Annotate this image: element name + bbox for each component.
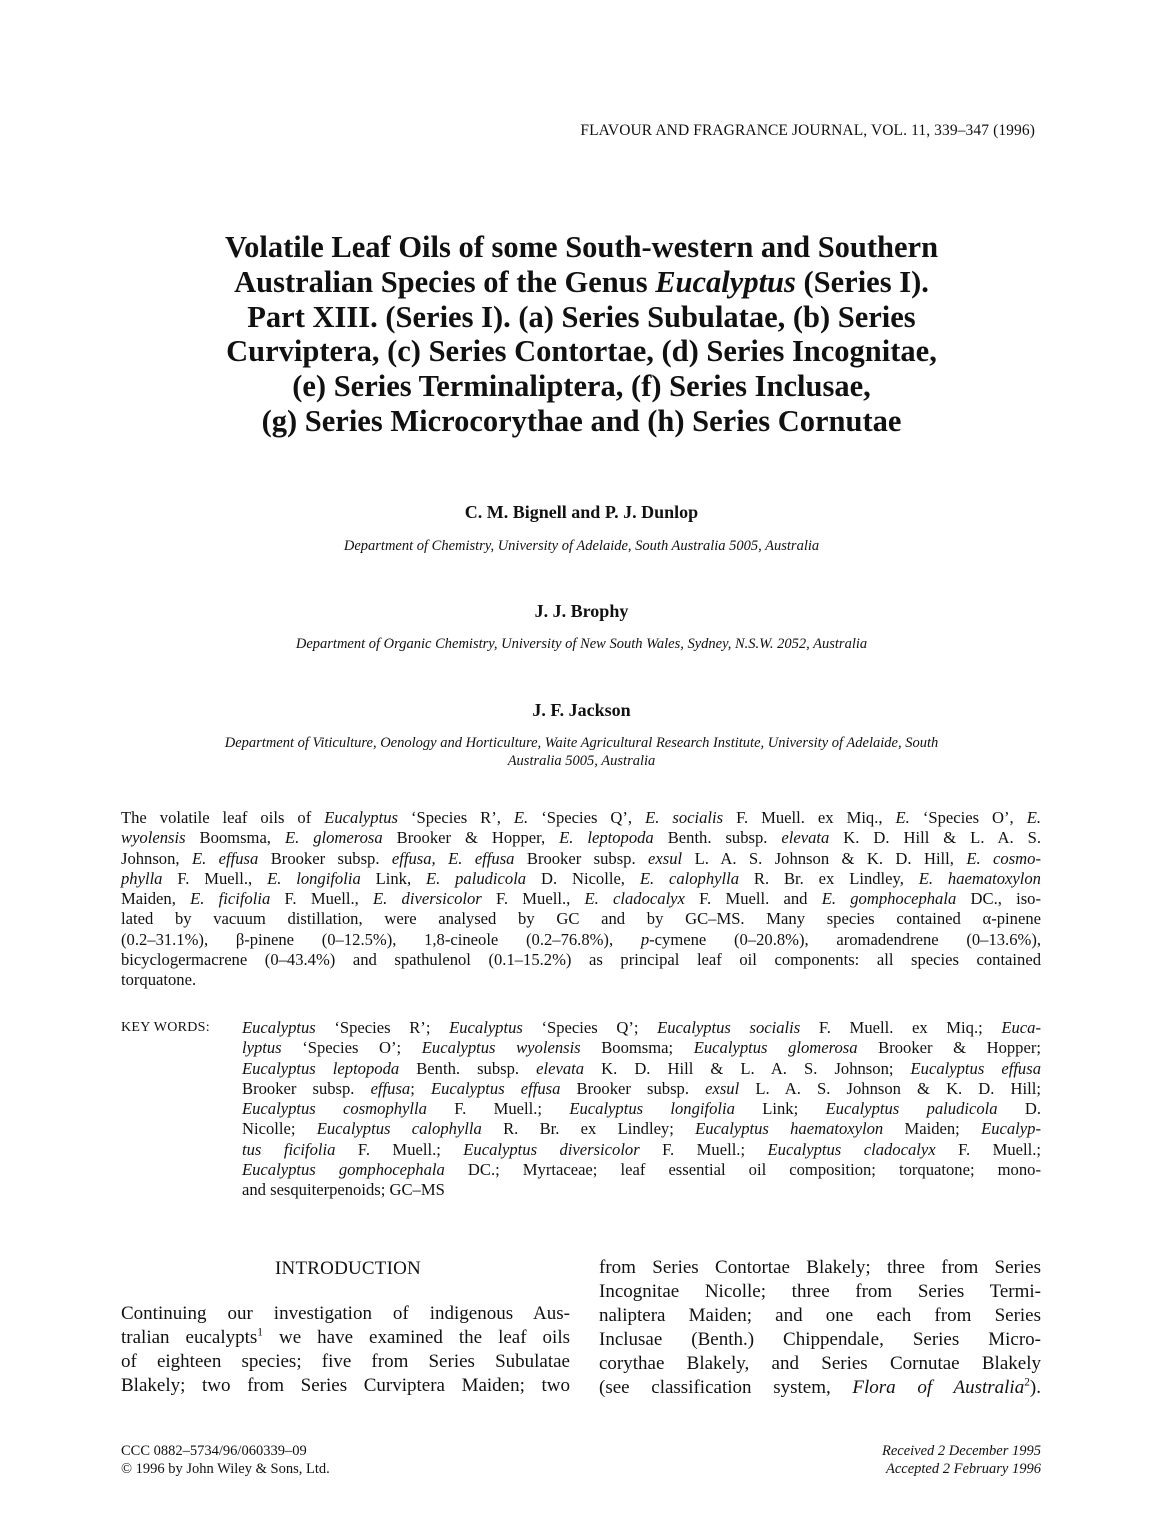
keywords-label: KEY WORDS: — [121, 1020, 210, 1035]
keywords-list: Eucalyptus ‘Species R’; Eucalyptus ‘Species Q’; Eucalyptus socialis F. Muell. ex Miq.; Euca- lyptus ‘Species O’; Eucalyptus wyolensis Boomsma; Eucalyptus glomerosa Brooker & Hopper; Eucalyptus leptopoda Benth. subsp. elevata K. D. Hill & L. A. S. Johnson; Eucalyptus effusa Brooker subsp. effusa; Eucalyptus effusa Brooker subsp. exsul L. A. S. Johnson & K. D. Hill; Eucalyptus cosmophylla F. Muell.; Eucalyptus longifolia Link; Eucalyptus paludicola D. Nicolle; Eucalyptus calophylla R. Br. ex Lindley; Eucalyptus haematoxylon Maiden; Eucalyp- tus ficifolia F. Muell.; Eucalyptus diversicolor F. Muell.; Eucalyptus cladocalyx F. Muell.; Eucalyptus gomphocephala DC.; Myrtaceae; leaf essential oil composition; torquatone; mono- and sesquiterpenoids; GC–MS — [242, 1018, 1042, 1200]
footer-dates: Received 2 December 1995 Accepted 2 February 1996 — [881, 1443, 1041, 1477]
title-line: (g) Series Microcorythae and (h) Series Cornutae — [261, 403, 902, 438]
paper-title — [120, 230, 1043, 439]
author-names: C. M. Bignell and P. J. Dunlop — [464, 502, 699, 522]
title-line: Curviptera, (c) Series Contortae, (d) Series Incognitae, — [226, 334, 937, 369]
author-names: J. F. Jackson — [532, 700, 631, 720]
author-names: J. J. Brophy — [534, 601, 629, 621]
body-column-left: Continuing our investigation of indigenous Aus- tralian eucalypts$^1$ we have examined the leaf oils of eighteen species; five from Series Subulatae Blakely; two from Series Curviptera Maiden; two — [121, 1303, 570, 1396]
title-line: Part XIII. (Series I). (a) Series Subulatae, (b) Series — [247, 299, 916, 334]
abstract: The volatile leaf oils of Eucalyptus ‘Species R’, E. ‘Species Q’, E. socialis F. Muell. ex Miq., E. ‘Species O’, E. wyolensis Boomsma, E. glomerosa Brooker & Hopper, E. leptopoda Benth. subsp. elevata K. D. Hill & L. A. S. Johnson, E. effusa Brooker subsp. effusa, E. effusa Brooker subsp. exsul L. A. S. Johnson & K. D. Hill, E. cosmo- phylla F. Muell., E. longifolia Link, E. paludicola D. Nicolle, E. calophylla R. Br. ex Lindley, E. haematoxylon Maiden, E. ficifolia F. Muell., E. diversicolor F. Muell., E. cladocalyx F. Muell. and E. gomphocephala DC., iso- lated by vacuum distillation, were analysed by GC and by GC–MS. Many species contained α-pinene (0.2–31.1%), β-pinene (0–12.5%), 1,8-cineole (0.2–76.8%), p-cymene (0–20.8%), aromadendrene (0–13.6%), bicyclogermacrene (0–43.4%) and spathulenol (0.1–15.2%) as principal leaf oil components: all species contained torquatone. — [121, 808, 1042, 990]
title-line: Volatile Leaf Oils of some South-western and Southern — [224, 230, 939, 264]
author-affiliation: Department of Viticulture, Oenology and Horticulture, Waite Agricultural Research Institute, University of Adelaide, South Australia 5005, Australia — [224, 735, 939, 769]
author-affiliation: Department of Organic Chemistry, University of New South Wales, Sydney, N.S.W. 2052, Australia — [295, 636, 868, 652]
title-line: Australian Species of the Genus Eucalyptus (Series I). — [234, 264, 929, 299]
journal-header: FLAVOUR AND FRAGRANCE JOURNAL, VOL. 11, 339–347 (1996) — [580, 122, 1035, 139]
section-heading: INTRODUCTION — [275, 1258, 421, 1279]
author-affiliation: Department of Chemistry, University of Adelaide, South Australia 5005, Australia — [343, 538, 820, 554]
title-line: (e) Series Terminaliptera, (f) Series Inclusae, — [292, 369, 871, 404]
footer-copyright: CCC 0882–5734/96/060339–09 © 1996 by John Wiley & Sons, Ltd. — [121, 1443, 330, 1477]
body-column-right: from Series Contortae Blakely; three from Series Incognitae Nicolle; three from Series Termi- naliptera Maiden; and one each from Series Inclusae (Benth.) Chippendale, Series Micro- corythae Blakely, and Series Cornutae Blakely (see classification system, Flora of Australia$^2$). — [599, 1257, 1041, 1398]
